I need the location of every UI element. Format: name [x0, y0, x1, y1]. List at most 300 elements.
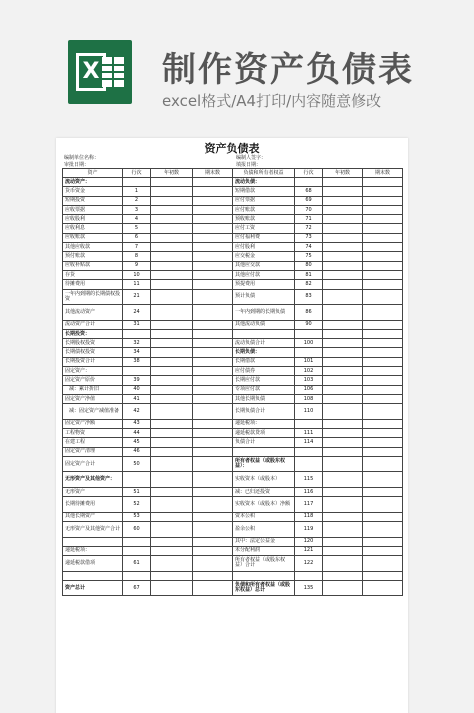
- liability-label: 实收资本（或股本）: [233, 472, 295, 488]
- asset-label: 固定资产清理: [63, 447, 123, 456]
- asset-opening: [151, 404, 193, 420]
- asset-opening: [151, 438, 193, 447]
- asset-closing: [193, 205, 233, 214]
- liability-closing: [363, 512, 403, 521]
- page-subtitle: excel格式/A4打印/内容随意修改: [162, 92, 382, 110]
- liability-opening: [323, 394, 363, 403]
- table-row: [63, 512, 403, 521]
- liability-line-no: 86: [295, 305, 323, 321]
- liability-closing: [363, 252, 403, 261]
- asset-opening: [151, 546, 193, 555]
- liability-line-no: 106: [295, 385, 323, 394]
- asset-closing: [193, 178, 233, 187]
- liability-label: [233, 447, 295, 456]
- asset-closing: [193, 385, 233, 394]
- asset-line-no: 6: [123, 233, 151, 242]
- asset-label: 应收股利: [63, 215, 123, 224]
- asset-line-no: 21: [123, 289, 151, 305]
- liability-opening: [323, 438, 363, 447]
- table-row: [63, 487, 403, 496]
- liability-label: 专项应付款: [233, 385, 295, 394]
- liability-line-no: 69: [295, 196, 323, 205]
- liability-opening: [323, 187, 363, 196]
- table-row: [63, 546, 403, 555]
- liability-opening: [323, 320, 363, 329]
- asset-line-no: 32: [123, 339, 151, 348]
- asset-line-no: 31: [123, 320, 151, 329]
- asset-opening: [151, 429, 193, 438]
- asset-closing: [193, 289, 233, 305]
- liability-line-no: 115: [295, 472, 323, 488]
- asset-line-no: 3: [123, 205, 151, 214]
- asset-line-no: 39: [123, 376, 151, 385]
- table-row: [63, 367, 403, 376]
- liability-label: 递延税款贷项: [233, 429, 295, 438]
- liability-closing: [363, 205, 403, 214]
- liability-opening: [323, 289, 363, 305]
- liability-label: 应交税金: [233, 252, 295, 261]
- liability-closing: [363, 196, 403, 205]
- liability-line-no: 68: [295, 187, 323, 196]
- asset-line-no: [123, 367, 151, 376]
- table-row: [63, 497, 403, 513]
- liability-closing: [363, 261, 403, 270]
- table-row: [63, 289, 403, 305]
- column-header: 期末数: [363, 169, 403, 178]
- asset-closing: [193, 512, 233, 521]
- asset-line-no: 52: [123, 497, 151, 513]
- asset-closing: [193, 376, 233, 385]
- liability-line-no: [295, 178, 323, 187]
- liability-label: [233, 329, 295, 338]
- liability-opening: [323, 252, 363, 261]
- liability-opening: [323, 487, 363, 496]
- table-row: [63, 320, 403, 329]
- table-row: [63, 215, 403, 224]
- asset-label: 长期待摊费用: [63, 497, 123, 513]
- promo-header: [0, 0, 474, 128]
- liability-opening: [323, 456, 363, 472]
- asset-closing: [193, 367, 233, 376]
- asset-closing: [193, 429, 233, 438]
- asset-closing: [193, 404, 233, 420]
- column-header: 期末数: [193, 169, 233, 178]
- liability-line-no: 80: [295, 261, 323, 270]
- liability-line-no: 81: [295, 270, 323, 279]
- asset-closing: [193, 329, 233, 338]
- liability-label: 其他应付款: [233, 270, 295, 279]
- asset-line-no: [123, 537, 151, 546]
- table-row: [63, 205, 403, 214]
- asset-closing: [193, 357, 233, 366]
- liability-line-no: 83: [295, 289, 323, 305]
- asset-label: 固定资产合计: [63, 456, 123, 472]
- column-header: 行次: [123, 169, 151, 178]
- liability-line-no: 117: [295, 497, 323, 513]
- asset-closing: [193, 280, 233, 289]
- liability-label: 应付股利: [233, 243, 295, 252]
- asset-closing: [193, 187, 233, 196]
- asset-label: [63, 537, 123, 546]
- liability-opening: [323, 419, 363, 428]
- excel-logo-letter: X: [76, 53, 106, 91]
- asset-closing: [193, 472, 233, 488]
- asset-line-no: 61: [123, 556, 151, 572]
- asset-opening: [151, 280, 193, 289]
- asset-line-no: 45: [123, 438, 151, 447]
- asset-opening: [151, 339, 193, 348]
- liability-label: 其他应交款: [233, 261, 295, 270]
- liability-closing: [363, 339, 403, 348]
- balance-sheet-preview: [56, 138, 408, 713]
- asset-line-no: 53: [123, 512, 151, 521]
- liability-opening: [323, 556, 363, 572]
- liability-opening: [323, 270, 363, 279]
- table-row: [63, 233, 403, 242]
- table-row: [63, 270, 403, 279]
- asset-opening: [151, 447, 193, 456]
- table-row: [63, 339, 403, 348]
- asset-line-no: [123, 178, 151, 187]
- liability-line-no: 116: [295, 487, 323, 496]
- asset-line-no: 38: [123, 357, 151, 366]
- sheet-title: 资产负债表: [204, 142, 260, 155]
- liability-label: 减：已归还投资: [233, 487, 295, 496]
- table-row: [63, 357, 403, 366]
- table-row: [63, 419, 403, 428]
- liability-closing: [363, 571, 403, 580]
- meta-company: 编制单位名称：: [64, 155, 100, 161]
- liability-line-no: 82: [295, 280, 323, 289]
- asset-label: 应收补贴款: [63, 261, 123, 270]
- liability-closing: [363, 385, 403, 394]
- asset-label: 长期股权投资: [63, 339, 123, 348]
- asset-closing: [193, 196, 233, 205]
- liability-opening: [323, 280, 363, 289]
- asset-label: 递延税款借项: [63, 556, 123, 572]
- table-row: [63, 280, 403, 289]
- liability-line-no: 118: [295, 512, 323, 521]
- liability-label: 应付福利费: [233, 233, 295, 242]
- liability-line-no: 103: [295, 376, 323, 385]
- asset-line-no: 7: [123, 243, 151, 252]
- table-row: [63, 472, 403, 488]
- spreadsheet-grid-icon: [102, 57, 124, 87]
- liability-line-no: 114: [295, 438, 323, 447]
- liability-closing: [363, 556, 403, 572]
- asset-closing: [193, 305, 233, 321]
- liability-closing: [363, 404, 403, 420]
- liability-opening: [323, 537, 363, 546]
- liability-closing: [363, 329, 403, 338]
- liability-line-no: 90: [295, 320, 323, 329]
- asset-opening: [151, 215, 193, 224]
- liability-closing: [363, 224, 403, 233]
- asset-opening: [151, 487, 193, 496]
- asset-closing: [193, 320, 233, 329]
- asset-opening: [151, 456, 193, 472]
- asset-label: 长期投资合计: [63, 357, 123, 366]
- liability-line-no: [295, 456, 323, 472]
- table-row: [63, 187, 403, 196]
- liability-line-no: 101: [295, 357, 323, 366]
- asset-closing: [193, 497, 233, 513]
- asset-label: 无形资产及其他资产：: [63, 472, 123, 488]
- asset-line-no: 24: [123, 305, 151, 321]
- asset-opening: [151, 419, 193, 428]
- page-title: 制作资产负债表: [162, 50, 414, 90]
- asset-line-no: 10: [123, 270, 151, 279]
- asset-closing: [193, 252, 233, 261]
- asset-line-no: 67: [123, 580, 151, 596]
- liability-line-no: 74: [295, 243, 323, 252]
- liability-opening: [323, 546, 363, 555]
- asset-line-no: 51: [123, 487, 151, 496]
- asset-line-no: 2: [123, 196, 151, 205]
- asset-closing: [193, 261, 233, 270]
- asset-label: 应收账款: [63, 233, 123, 242]
- liability-opening: [323, 385, 363, 394]
- liability-opening: [323, 348, 363, 357]
- table-row: [63, 456, 403, 472]
- asset-closing: [193, 243, 233, 252]
- asset-label: 货币资金: [63, 187, 123, 196]
- liability-closing: [363, 376, 403, 385]
- liability-closing: [363, 215, 403, 224]
- liability-opening: [323, 339, 363, 348]
- table-row: [63, 385, 403, 394]
- asset-closing: [193, 270, 233, 279]
- liability-closing: [363, 456, 403, 472]
- asset-closing: [193, 546, 233, 555]
- liability-closing: [363, 522, 403, 538]
- asset-label: 无形资产: [63, 487, 123, 496]
- asset-closing: [193, 571, 233, 580]
- asset-line-no: [123, 546, 151, 555]
- liability-label: 所有者权益（或股东权益）合计: [233, 556, 295, 572]
- asset-line-no: 43: [123, 419, 151, 428]
- liability-line-no: 135: [295, 580, 323, 596]
- liability-line-no: 100: [295, 339, 323, 348]
- liability-line-no: 111: [295, 429, 323, 438]
- asset-closing: [193, 224, 233, 233]
- column-header: 年初数: [323, 169, 363, 178]
- asset-label: 固定资产净值: [63, 394, 123, 403]
- asset-line-no: 50: [123, 456, 151, 472]
- meta-approval-date: 审批日期：: [64, 162, 90, 168]
- asset-closing: [193, 556, 233, 572]
- liability-closing: [363, 580, 403, 596]
- asset-closing: [193, 233, 233, 242]
- liability-closing: [363, 187, 403, 196]
- asset-label: 在建工程: [63, 438, 123, 447]
- liability-opening: [323, 571, 363, 580]
- liability-label: 实收资本（或股本）净额: [233, 497, 295, 513]
- liability-closing: [363, 320, 403, 329]
- asset-label: 其他应收款: [63, 243, 123, 252]
- liability-closing: [363, 546, 403, 555]
- liability-label: 预收账款: [233, 215, 295, 224]
- asset-label: 无形资产及其他资产合计: [63, 522, 123, 538]
- asset-label: 工程物资: [63, 429, 123, 438]
- liability-closing: [363, 305, 403, 321]
- liability-opening: [323, 178, 363, 187]
- asset-opening: [151, 472, 193, 488]
- excel-logo-icon: [68, 40, 132, 104]
- liability-label: 负债合计: [233, 438, 295, 447]
- asset-line-no: [123, 329, 151, 338]
- asset-label: 一年内到期的长期债权投资: [63, 289, 123, 305]
- table-row: [63, 224, 403, 233]
- liability-label: 其他流动负债: [233, 320, 295, 329]
- asset-line-no: 4: [123, 215, 151, 224]
- asset-label: 存货: [63, 270, 123, 279]
- asset-line-no: 9: [123, 261, 151, 270]
- asset-label: 应收利息: [63, 224, 123, 233]
- liability-label: 所有者权益（或股东权益）：: [233, 456, 295, 472]
- liability-opening: [323, 367, 363, 376]
- liability-opening: [323, 497, 363, 513]
- liability-closing: [363, 537, 403, 546]
- liability-closing: [363, 447, 403, 456]
- liability-opening: [323, 205, 363, 214]
- asset-line-no: 46: [123, 447, 151, 456]
- asset-line-no: 42: [123, 404, 151, 420]
- liability-label: 盈余公积: [233, 522, 295, 538]
- table-row: [63, 305, 403, 321]
- asset-opening: [151, 224, 193, 233]
- liability-line-no: [295, 419, 323, 428]
- column-header: 年初数: [151, 169, 193, 178]
- liability-opening: [323, 429, 363, 438]
- asset-opening: [151, 196, 193, 205]
- liability-label: 长期负债：: [233, 348, 295, 357]
- liability-line-no: [295, 571, 323, 580]
- table-row: [63, 376, 403, 385]
- liability-opening: [323, 580, 363, 596]
- asset-label: 应收票据: [63, 205, 123, 214]
- liability-opening: [323, 233, 363, 242]
- liability-opening: [323, 512, 363, 521]
- liability-opening: [323, 376, 363, 385]
- liability-line-no: [295, 447, 323, 456]
- table-row: [63, 556, 403, 572]
- table-row: [63, 252, 403, 261]
- table-row: [63, 394, 403, 403]
- asset-closing: [193, 438, 233, 447]
- liability-line-no: 122: [295, 556, 323, 572]
- asset-opening: [151, 187, 193, 196]
- asset-line-no: 8: [123, 252, 151, 261]
- liability-closing: [363, 487, 403, 496]
- asset-label: 递延税项：: [63, 546, 123, 555]
- liability-opening: [323, 404, 363, 420]
- asset-opening: [151, 252, 193, 261]
- asset-line-no: 44: [123, 429, 151, 438]
- liability-label: 递延税项：: [233, 419, 295, 428]
- liability-line-no: 75: [295, 252, 323, 261]
- liability-line-no: 121: [295, 546, 323, 555]
- asset-closing: [193, 537, 233, 546]
- liability-opening: [323, 243, 363, 252]
- asset-opening: [151, 580, 193, 596]
- table-row: [63, 404, 403, 420]
- asset-label: 固定资产原价: [63, 376, 123, 385]
- asset-label: 长期债权投资: [63, 348, 123, 357]
- liability-closing: [363, 438, 403, 447]
- asset-opening: [151, 556, 193, 572]
- asset-closing: [193, 456, 233, 472]
- asset-line-no: [123, 571, 151, 580]
- liability-line-no: [295, 329, 323, 338]
- asset-opening: [151, 522, 193, 538]
- asset-closing: [193, 580, 233, 596]
- liability-closing: [363, 348, 403, 357]
- liability-label: 其中：法定公益金: [233, 537, 295, 546]
- liability-line-no: 120: [295, 537, 323, 546]
- liability-closing: [363, 178, 403, 187]
- liability-label: 预提费用: [233, 280, 295, 289]
- table-row: [63, 438, 403, 447]
- liability-opening: [323, 522, 363, 538]
- asset-line-no: 60: [123, 522, 151, 538]
- asset-opening: [151, 320, 193, 329]
- asset-line-no: 1: [123, 187, 151, 196]
- liability-line-no: 102: [295, 367, 323, 376]
- asset-opening: [151, 357, 193, 366]
- asset-label: 短期投资: [63, 196, 123, 205]
- liability-closing: [363, 280, 403, 289]
- asset-opening: [151, 571, 193, 580]
- table-row: [63, 522, 403, 538]
- asset-opening: [151, 178, 193, 187]
- meta-report-date: 填报日期：: [236, 162, 262, 168]
- asset-opening: [151, 305, 193, 321]
- asset-closing: [193, 487, 233, 496]
- asset-opening: [151, 205, 193, 214]
- liability-label: 应付工资: [233, 224, 295, 233]
- liability-label: 流动负债：: [233, 178, 295, 187]
- asset-opening: [151, 512, 193, 521]
- liability-line-no: 110: [295, 404, 323, 420]
- liability-closing: [363, 472, 403, 488]
- asset-label: 其他长期资产: [63, 512, 123, 521]
- asset-line-no: 40: [123, 385, 151, 394]
- liability-opening: [323, 357, 363, 366]
- asset-opening: [151, 367, 193, 376]
- asset-label: 长期投资：: [63, 329, 123, 338]
- asset-label: 流动资产合计: [63, 320, 123, 329]
- asset-opening: [151, 385, 193, 394]
- liability-label: 其他长期负债: [233, 394, 295, 403]
- column-header: 资产: [63, 169, 123, 178]
- liability-line-no: 70: [295, 205, 323, 214]
- asset-label: 减：累计折旧: [63, 385, 123, 394]
- asset-opening: [151, 348, 193, 357]
- column-header: 行次: [295, 169, 323, 178]
- liability-label: 负债和所有者权益（或股东权益）总计: [233, 580, 295, 596]
- liability-line-no: [295, 348, 323, 357]
- table-row: [63, 429, 403, 438]
- table-row: [63, 580, 403, 596]
- liability-label: 应付票据: [233, 196, 295, 205]
- asset-closing: [193, 522, 233, 538]
- asset-opening: [151, 243, 193, 252]
- asset-opening: [151, 329, 193, 338]
- asset-label: 待摊费用: [63, 280, 123, 289]
- liability-label: 短期借款: [233, 187, 295, 196]
- table-row: [63, 261, 403, 270]
